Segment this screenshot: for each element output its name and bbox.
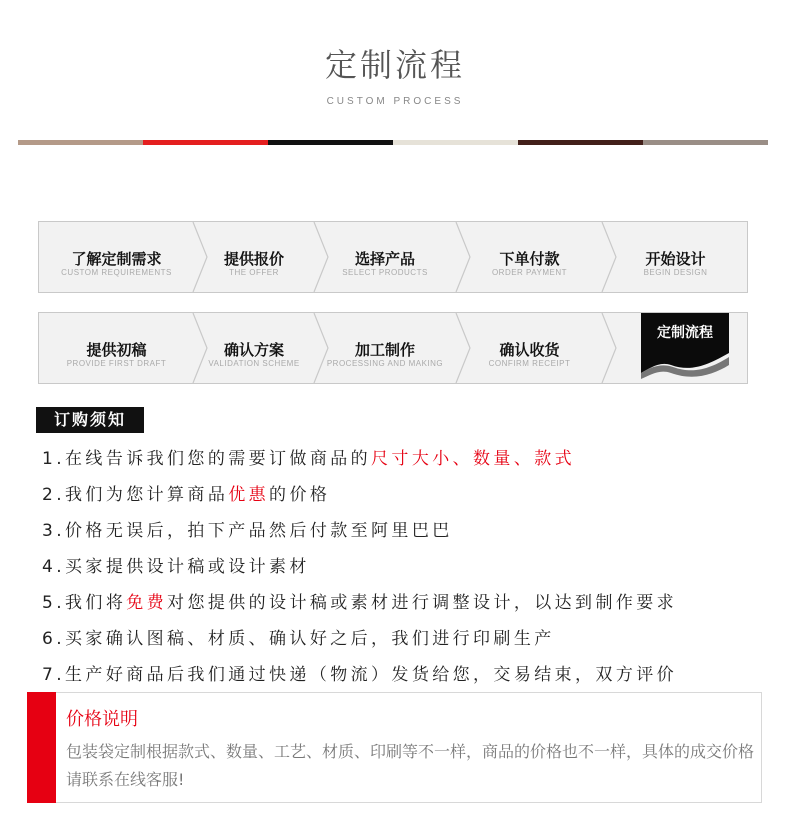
step-label-en: CUSTOM REQUIREMENTS [61,268,172,277]
notice-text: 7.生产好商品后我们通过快递（物流）发货给您，交易结束，双方评价 [42,665,678,685]
step-label: 确认收货 [499,341,560,359]
step-label: 加工制作 [354,341,415,359]
price-note-title: 价格说明 [66,709,138,730]
step-label-en: BEGIN DESIGN [643,268,708,277]
page-subtitle: CUSTOM PROCESS [326,96,464,107]
step-label-en: CONFIRM RECEIPT [488,359,571,368]
step-label: 选择产品 [354,250,415,268]
price-note-accent [27,692,56,803]
color-segment [643,140,768,145]
notice-text: 3.价格无误后，拍下产品然后付款至阿里巴巴 [42,521,453,541]
notice-highlight: 免费 [126,593,168,613]
color-segment [18,140,143,145]
chevron-right-icon [601,313,617,383]
step-label: 开始设计 [645,250,706,268]
step-label-en: PROCESSING AND MAKING [326,359,444,368]
notice-item [42,516,782,544]
notice-text: 对您提供的设计稿或素材进行调整设计，以达到制作要求 [167,593,678,613]
step-select-products [315,222,455,292]
notice-text: 1.在线告诉我们您的需要订做商品的 [42,449,372,469]
step-label: 了解定制需求 [71,250,162,268]
notice-item [42,480,782,508]
step-confirm-scheme [194,313,314,383]
color-segment [143,140,268,145]
notice-item [42,552,782,580]
price-note-body: 包装袋定制根据款式、数量、工艺、材质、印刷等不一样，商品的价格也不一样，具体的成交价格请联系在线客服! [66,742,755,789]
step-label-en: THE OFFER [229,268,279,277]
step-label: 确认方案 [223,341,284,359]
color-segment [268,140,393,145]
step-begin-design [604,222,747,292]
page-title: 定制流程 [324,46,465,84]
step-label-en: SELECT PRODUCTS [342,268,428,277]
color-segment [518,140,643,145]
color-segment [393,140,518,145]
process-badge-label: 定制流程 [657,325,713,341]
step-processing [315,313,455,383]
step-label: 下单付款 [499,250,560,268]
notice-item [42,588,782,616]
step-label-en: PROVIDE FIRST DRAFT [66,359,167,368]
step-label: 提供报价 [223,250,284,268]
notice-highlight: 优惠 [228,485,270,505]
step-first-draft [39,313,194,383]
notice-text: 6.买家确认图稿、材质、确认好之后，我们进行印刷生产 [42,629,555,649]
color-divider [18,140,768,145]
notice-heading: 订购须知 [36,407,144,433]
step-order-payment [457,222,602,292]
notice-text: 5.我们将 [42,593,127,613]
notice-text: 的价格 [269,485,331,505]
notice-highlight: 尺寸大小、数量、款式 [371,449,576,469]
step-label-en: ORDER PAYMENT [491,268,568,277]
notice-item [42,660,782,688]
step-label: 提供初稿 [86,341,147,359]
notice-text: 4.买家提供设计稿或设计素材 [42,557,310,577]
step-provide-quote [194,222,314,292]
step-understand-requirements [39,222,194,292]
process-row-1 [38,221,748,293]
notice-item [42,444,782,472]
notice-item [42,624,782,652]
step-label-en: VALIDATION SCHEME [208,359,300,368]
notice-text: 2.我们为您计算商品 [42,485,229,505]
step-confirm-receipt [457,313,602,383]
